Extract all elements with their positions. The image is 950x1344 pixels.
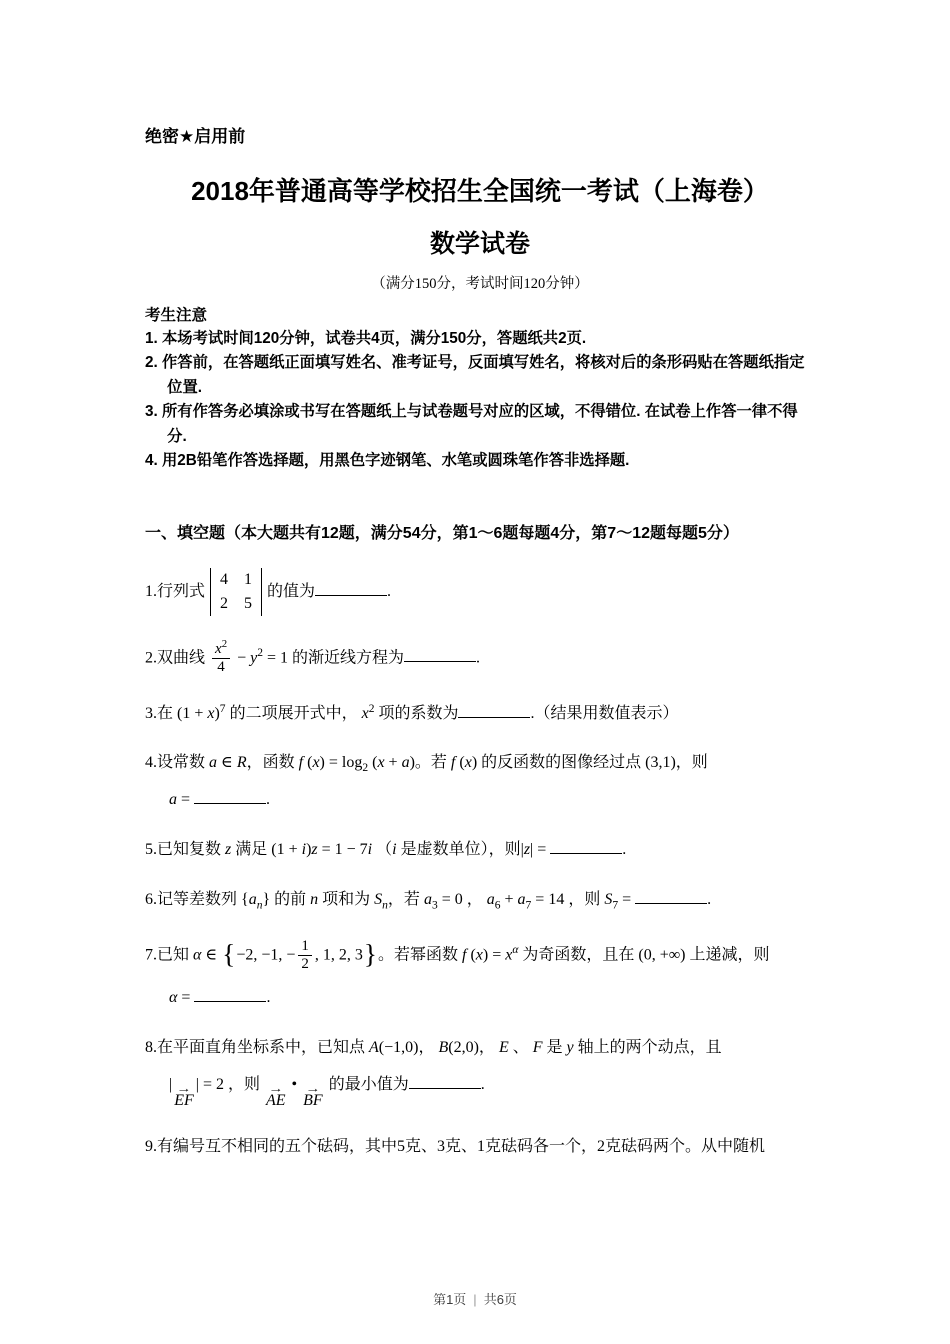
question-3 (145, 702, 815, 727)
notice-item-2: 2. 作答前，在答题纸正面填写姓名、准考证号，反面填写姓名，将核对后的条形码贴在答题纸指定位置. (145, 354, 805, 396)
math-variable: f (461, 946, 467, 964)
subscript: 7 (612, 899, 619, 912)
question-8 (145, 1036, 815, 1110)
math-variable: x (475, 946, 483, 964)
subscript (257, 900, 263, 912)
math-variable: x (361, 704, 369, 722)
fraction-denominator: 2 (301, 956, 309, 973)
math-variable: f (450, 754, 456, 772)
math-variable: R (236, 754, 247, 772)
vector-body: AE (265, 1091, 286, 1109)
exam-score-time-note: （满分150分，考试时间120分钟） (371, 276, 589, 292)
question-7 (145, 938, 815, 1010)
question-9 (145, 1135, 815, 1160)
question-1-line-1: 1.行列式 4 1 2 5 的值为 . (145, 568, 815, 616)
question-7-line-2: α = . (145, 986, 815, 1011)
math-variable: α (512, 944, 519, 957)
answer-blank (404, 646, 476, 662)
math-variable: n (382, 899, 388, 912)
superscript: 2 (257, 647, 263, 660)
big-bracket: } (363, 939, 377, 970)
candidate-notice-list (145, 327, 815, 474)
answer-blank (194, 788, 266, 804)
math-variable: x (464, 754, 472, 772)
determinant (210, 568, 262, 616)
section-title-fill-in-blanks: 一、填空题（本大题共有12题，满分54分，第1～6题每题4分，第7～12题每题5分） (145, 524, 739, 542)
vector (265, 1082, 286, 1110)
determinant-cell: 4 (220, 570, 229, 588)
question-8-line-1: 8.在平面直角坐标系中，已知点 A(−1,0)， B(2,0)， E 、 F 是 y 轴上的两个动点，且 (145, 1038, 722, 1056)
fraction (298, 938, 312, 974)
superscript: 2 (368, 702, 375, 715)
question-4-line-1: 4.设常数 a ∈ R，函数 f $(x) = \log_2 (x + a)$。若 f (x) 的反函数的图像经过点 (3,1)，则 (145, 754, 708, 775)
questions-list (145, 568, 815, 1160)
fraction-numerator: 1 (298, 938, 312, 956)
question-8-line-2: | → EF | = 2 ，则 → AE • → BF 的最小值为 . (145, 1073, 815, 1110)
math-variable: z (523, 841, 531, 859)
determinant-cell: 2 (220, 595, 229, 613)
math-variable: a (248, 891, 257, 909)
notice-item-4: 4. 用2B铅笔作答选择题，用黑色字迹钢笔、水笔或圆珠笔作答非选择题. (145, 452, 630, 470)
math-variable: z (311, 841, 318, 859)
question-6-line-1: 6.记等差数列 $\{a_n\}$ 的前 n 项和为 $S_n$，若 $a_3 = 0$ ， $a_6 + a_7 = 14$ ，则 $S_7$ = . (145, 888, 815, 913)
math-variable: y (250, 649, 258, 667)
determinant-cell: 1 (244, 570, 253, 588)
math-variable: x (207, 704, 215, 722)
vector (174, 1082, 194, 1110)
question-9-line-1: 9.有编号互不相同的五个砝码，其中5克、3克、1克砝码各一个，2克砝码两个。从中随机 (145, 1137, 766, 1155)
footer-page-number: 第1页 (433, 1292, 467, 1307)
vector-arrow-icon: → (176, 1082, 192, 1095)
candidate-notice-title: 考生注意 (145, 307, 208, 324)
math-variable: x (505, 946, 513, 964)
math-variable: i (301, 841, 307, 859)
math-variable: a (486, 891, 495, 909)
vector-body: BF (303, 1091, 323, 1109)
exam-subtitle: 数学试卷 (429, 230, 530, 258)
classification-label: 绝密★启用前 (145, 127, 246, 146)
subscript: 3 (431, 899, 438, 912)
math-variable: α (169, 988, 178, 1006)
math-variable: a (517, 891, 526, 909)
math-variable: B (438, 1038, 449, 1056)
math-variable: a (401, 754, 410, 772)
question-1 (145, 568, 815, 616)
answer-blank (409, 1073, 481, 1089)
question-2 (145, 638, 815, 677)
math-variable: z (225, 841, 232, 859)
notice-item-1: 1. 本场考试时间120分钟，试卷共4页，满分150分，答题纸共2页. (145, 330, 587, 347)
math-variable: x (312, 754, 320, 772)
math-variable: F (532, 1038, 543, 1056)
vector-arrow-icon: → (268, 1082, 284, 1095)
subscript (382, 900, 388, 912)
answer-blank (194, 986, 266, 1002)
vector-body: EF (174, 1091, 194, 1109)
math-variable: a (423, 891, 432, 909)
math-variable: y (566, 1038, 574, 1056)
question-4 (145, 751, 815, 813)
math-variable: a (209, 754, 218, 772)
math-variable: α (193, 946, 202, 964)
superscript (512, 944, 518, 956)
math-variable: x (215, 641, 222, 657)
math-variable: E (498, 1038, 509, 1056)
answer-blank (315, 579, 387, 595)
determinant-cell: 5 (244, 595, 253, 613)
math-variable: A (369, 1038, 379, 1056)
math-variable: i (392, 841, 397, 859)
big-bracket: { (222, 939, 236, 970)
answer-blank (458, 702, 530, 718)
exam-title: 2018年普通高等学校招生全国统一考试（上海卷） (191, 176, 769, 206)
question-3-line-1: 3.在 $(1 + x)^7$ 的二项展开式中， $x^2$ 项的系数为 .（结果用数值表示） (145, 702, 679, 722)
question-5 (145, 838, 815, 863)
math-variable: S (604, 891, 613, 909)
math-variable: i (367, 841, 373, 859)
question-6 (145, 888, 815, 913)
answer-blank (635, 888, 707, 904)
subscript: 2 (362, 762, 369, 775)
superscript: 2 (221, 638, 228, 650)
answer-blank (550, 838, 622, 854)
question-7-line-1: 7.已知 α ∈ {−2, −1, − $\frac{1}{2}$ , 1, 2, 3}。若幂函数 f $(x) = x^\alpha$ 为奇函数，且在 (0, +∞) 上递减，则 (145, 938, 770, 973)
subscript: 7 (525, 899, 532, 912)
fraction-denominator: 4 (217, 659, 225, 676)
question-4-line-2: a = . (145, 788, 815, 813)
superscript: 7 (219, 702, 226, 715)
vector-arrow-icon: → (305, 1082, 321, 1095)
footer-total-pages: 共6页 (483, 1292, 517, 1307)
fraction-numerator (212, 638, 230, 659)
subscript: 6 (494, 899, 501, 912)
math-variable: n (256, 899, 263, 912)
math-variable: S (374, 891, 383, 909)
question-5-line-1: 5.已知复数 z 满足 (1 + i)z = 1 − 7i （i 是虚数单位），则|z| = . (145, 838, 815, 863)
vector (303, 1082, 323, 1110)
math-variable: f (298, 754, 304, 772)
notice-item-3: 3. 所有作答务必填涂或书写在答题纸上与试卷题号对应的区域，不得错位. 在试卷上作答一律不得分. (145, 403, 798, 445)
footer-separator: | (473, 1292, 477, 1307)
math-variable: x (377, 754, 385, 772)
math-variable: n (310, 891, 319, 909)
question-2-line-1: 2.双曲线 $\frac{x^2}{4}$ − $y^2 = 1$ 的渐近线方程为 . (145, 638, 481, 676)
page-footer (0, 1289, 950, 1308)
math-variable: a (169, 791, 177, 809)
fraction (212, 638, 230, 677)
